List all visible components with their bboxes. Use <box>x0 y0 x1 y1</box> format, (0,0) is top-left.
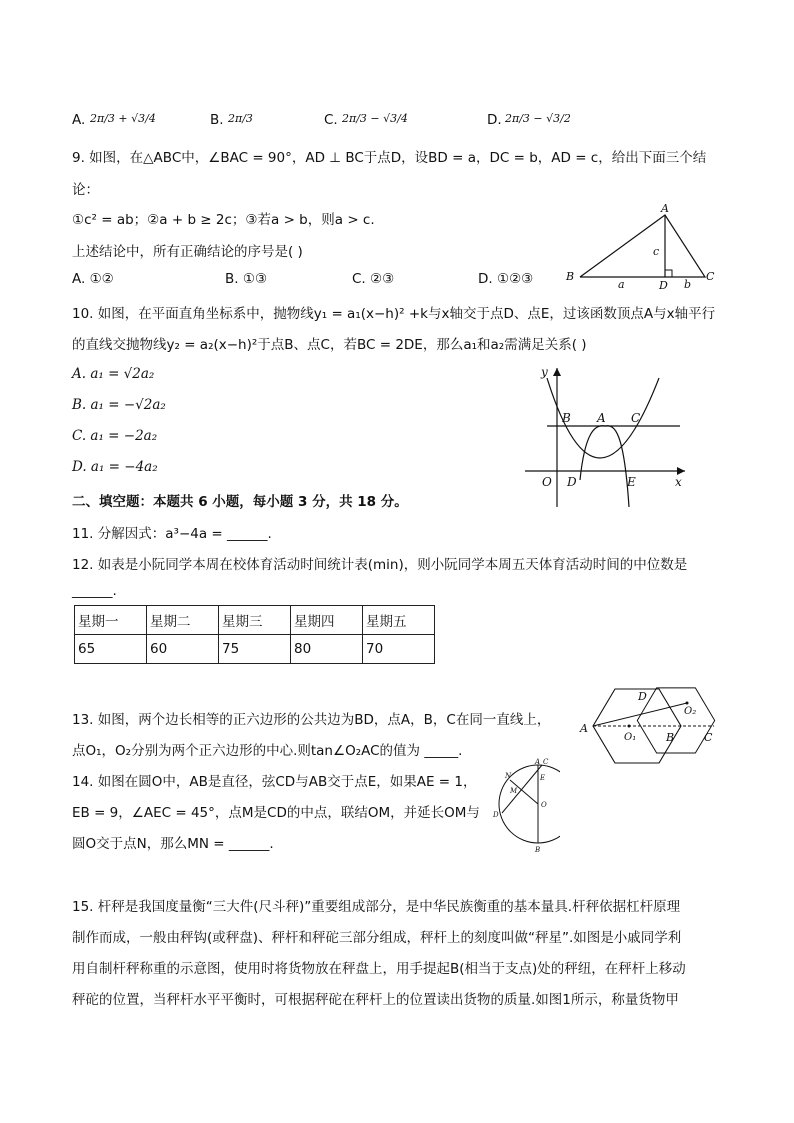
q14-line2: EB = 9，∠AEC = 45°，点M是CD的中点，联结OM，并延长OM与 <box>72 805 480 821</box>
q9-label-C: C <box>706 270 715 283</box>
q14-label-N: N <box>505 772 512 780</box>
q9-label-a: a <box>618 278 625 290</box>
q9-option-d: D. ①②③ <box>478 271 534 287</box>
q12-line2: ______. <box>72 583 117 599</box>
q14-line1: 14. 如图在圆O中，AB是直径，弦CD与AB交于点E，如果AE = 1， <box>72 774 477 790</box>
q9-line4: 上述结论中，所有正确结论的序号是( ) <box>72 244 303 260</box>
q9-line3: ①c² = ab；②a + b ≥ 2c；③若a > b，则a > c. <box>72 212 375 228</box>
q9-option-a: A. ①② <box>72 271 114 287</box>
q12-value-cell: 60 <box>147 635 219 664</box>
q10-parabola-figure <box>525 362 695 512</box>
q12-table <box>74 605 435 664</box>
q8-option-b: B. <box>210 112 224 128</box>
q15-line3: 用自制杆秤称重的示意图，使用时将货物放在秤盘上，用手提起B(相当于支点)处的秤纽，在秤杆上移动 <box>72 961 686 977</box>
q13-line2: 点O₁，O₂分别为两个正六边形的中心.则tan∠O₂AC的值为 _____. <box>72 743 463 759</box>
q13-label-B: B <box>666 731 675 744</box>
q10-option-a: A. a₁ = √2a₂ <box>72 366 155 382</box>
q12-header-cell: 星期五 <box>363 606 435 635</box>
q9-option-b: B. ①③ <box>225 271 268 287</box>
q13-label-D: D <box>638 690 647 703</box>
q14-label-C: C <box>543 758 549 766</box>
q14-label-M: M <box>510 787 518 795</box>
q12-header-cell: 星期一 <box>75 606 147 635</box>
q15-line2: 制作而成，一般由秤钩(或秤盘)、秤杆和秤砣三部分组成，秤杆上的刻度叫做“秤星”.如图是小戚同学利 <box>72 930 682 946</box>
q12-line1: 12. 如表是小阮同学本周在校体育活动时间统计表(min)，则小阮同学本周五天体育活动时间的中位数是 <box>72 557 688 573</box>
q9-label-A: A <box>661 202 669 215</box>
q14-label-A: A <box>535 758 541 766</box>
q9-label-b: b <box>684 278 692 290</box>
q8-option-b-expr: 2π/3 <box>228 112 253 125</box>
q15-line4: 秤砣的位置，当秤杆水平平衡时，可根据秤砣在秤杆上的位置读出货物的质量.如图1所示，称量货物甲 <box>72 992 679 1008</box>
q13-label-A: A <box>580 722 588 735</box>
q10-label-E: E <box>627 475 636 489</box>
q8-option-c: C. <box>324 112 338 128</box>
q15-line1: 15. 杆秤是我国度量衡“三大件(尺斗秤)”重要组成部分，是中华民族衡重的基本量具.杆秤依据杠杆原理 <box>72 899 681 915</box>
q13-hexagon-figure <box>578 668 733 766</box>
q12-header-cell: 星期二 <box>147 606 219 635</box>
q10-line2: 的直线交抛物线y₂ = a₂(x−h)²于点B、点C，若BC = 2DE，那么a₁和a₂需满足关系( ) <box>72 337 587 353</box>
q10-label-A: A <box>597 411 606 425</box>
q10-option-c: C. a₁ = −2a₂ <box>72 428 158 444</box>
q9-label-c: c <box>653 245 660 258</box>
q10-label-y: y <box>541 365 548 379</box>
q12-value-cell: 80 <box>291 635 363 664</box>
q10-label-B: B <box>562 411 571 425</box>
q13-label-O2: O₂ <box>684 706 697 717</box>
q10-label-D: D <box>567 475 577 489</box>
q14-label-D: D <box>493 811 499 819</box>
q9-option-c: C. ②③ <box>352 271 395 287</box>
q12-value-cell: 70 <box>363 635 435 664</box>
q13-label-C: C <box>704 731 713 744</box>
q8-option-d: D. <box>487 112 502 128</box>
q8-option-c-expr: 2π/3 − √3/4 <box>342 112 408 125</box>
q9-line2: 论： <box>72 182 99 198</box>
q10-option-b: B. a₁ = −√2a₂ <box>72 397 166 413</box>
q14-label-E: E <box>540 774 546 782</box>
q14-circle-figure <box>488 756 560 856</box>
q8-option-d-expr: 2π/3 − √3/2 <box>505 112 571 125</box>
q11-text: 11. 分解因式：a³−4a = ______. <box>72 526 272 542</box>
q13-line1: 13. 如图，两个边长相等的正六边形的公共边为BD，点A，B，C在同一直线上， <box>72 712 551 728</box>
q14-line3: 圆O交于点N，那么MN = ______. <box>72 836 274 852</box>
q12-header-cell: 星期四 <box>291 606 363 635</box>
q9-line1: 9. 如图，在△ABC中，∠BAC = 90°，AD ⊥ BC于点D，设BD = a，DC = b，AD = c，给出下面三个结 <box>72 150 707 166</box>
q10-line1: 10. 如图，在平面直角坐标系中，抛物线y₁ = a₁(x−h)² +k与x轴交于点D、点E，过该函数顶点A与x轴平行 <box>72 306 716 322</box>
q12-table-value-row <box>75 635 435 664</box>
q8-option-a-expr: 2π/3 + √3/4 <box>90 112 156 125</box>
q12-table-header-row <box>75 606 435 635</box>
q8-option-a: A. <box>72 112 86 128</box>
q12-value-cell: 65 <box>75 635 147 664</box>
q9-triangle-figure <box>560 200 730 290</box>
q9-label-D: D <box>659 279 668 290</box>
section-2-heading: 二、填空题：本题共 6 小题，每小题 3 分，共 18 分。 <box>72 494 408 510</box>
q12-value-cell: 75 <box>219 635 291 664</box>
q10-label-x: x <box>675 475 682 489</box>
q14-label-O: O <box>541 801 547 809</box>
q10-option-d: D. a₁ = −4a₂ <box>72 459 158 475</box>
q14-label-B: B <box>535 846 541 854</box>
q9-label-B: B <box>566 270 575 283</box>
q13-label-O1: O₁ <box>624 732 637 743</box>
q10-label-O: O <box>542 475 552 489</box>
q12-header-cell: 星期三 <box>219 606 291 635</box>
q10-label-C: C <box>631 411 641 425</box>
